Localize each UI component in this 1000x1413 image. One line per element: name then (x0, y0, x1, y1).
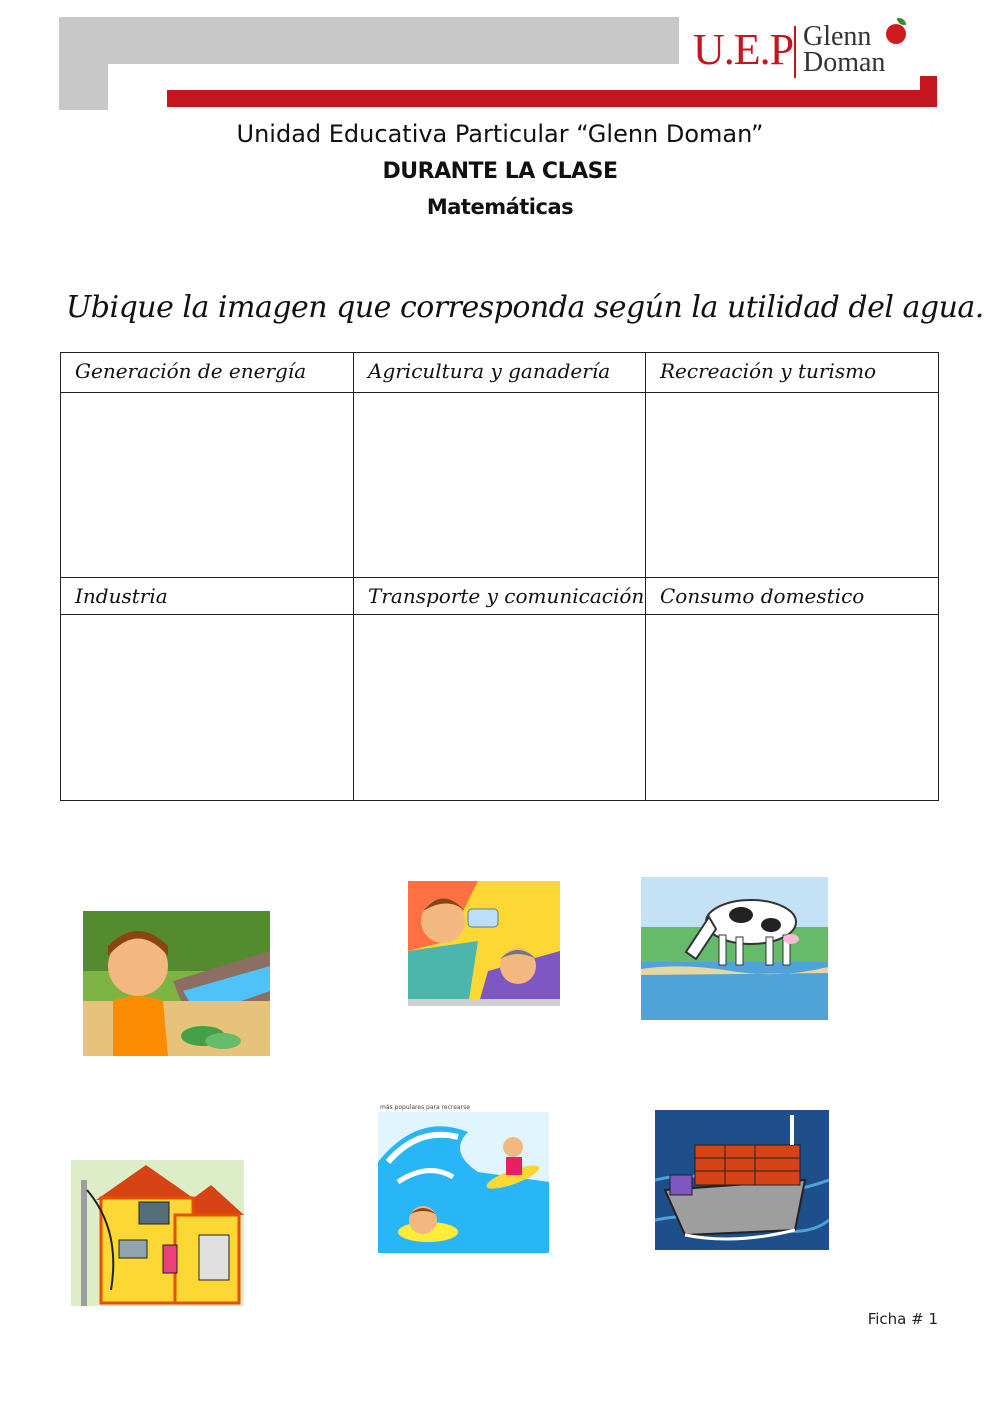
drop-zone-transport[interactable] (354, 615, 646, 801)
header-red-band (167, 90, 937, 107)
picture-caption: más populares para recrearse (380, 1104, 470, 1111)
logo-initials: U.E.P (693, 25, 794, 74)
logo-name-line2: Doman (803, 47, 886, 78)
class-stage-title: DURANTE LA CLASE (382, 159, 618, 184)
drop-zone-industry[interactable] (61, 615, 354, 801)
water-use-table (60, 352, 939, 801)
children-drinking-water-illustration[interactable] (408, 881, 560, 1006)
header-cell-transport: Transporte y comunicación (354, 578, 646, 615)
header-cell-domestic: Consumo domestico (646, 578, 939, 615)
header-gray-corner (59, 17, 108, 110)
instruction-text: Ubique la imagen que corresponda según la utilidad del agua. (66, 290, 984, 325)
kids-surfing-waves-illustration[interactable] (378, 1102, 549, 1253)
house-appliances-electricity-illustration[interactable] (71, 1160, 244, 1306)
apple-icon (886, 24, 906, 44)
header-cell-agriculture: Agricultura y ganadería (354, 353, 646, 393)
subject-title: Matemáticas (426, 195, 574, 219)
drop-zone-agriculture[interactable] (354, 393, 646, 578)
logo-divider (794, 26, 796, 78)
page-number: Ficha # 1 (867, 1310, 938, 1328)
drop-zone-domestic[interactable] (646, 615, 939, 801)
header-cell-energy: Generación de energía (61, 353, 354, 393)
drop-zone-recreation[interactable] (646, 393, 939, 578)
school-name: Unidad Educativa Particular “Glenn Doman” (236, 120, 764, 148)
container-ship-illustration[interactable] (655, 1110, 829, 1250)
cow-drinking-river-illustration[interactable] (641, 877, 828, 1020)
header-cell-recreation: Recreación y turismo (646, 353, 939, 393)
school-logo (693, 22, 923, 80)
header-cell-industry: Industria (61, 578, 354, 615)
logo-name-line1: Glenn (803, 21, 872, 52)
header-gray-band (59, 17, 679, 64)
logo-name (803, 21, 886, 78)
drop-zone-energy[interactable] (61, 393, 354, 578)
child-washing-vegetables-illustration[interactable] (83, 911, 270, 1056)
